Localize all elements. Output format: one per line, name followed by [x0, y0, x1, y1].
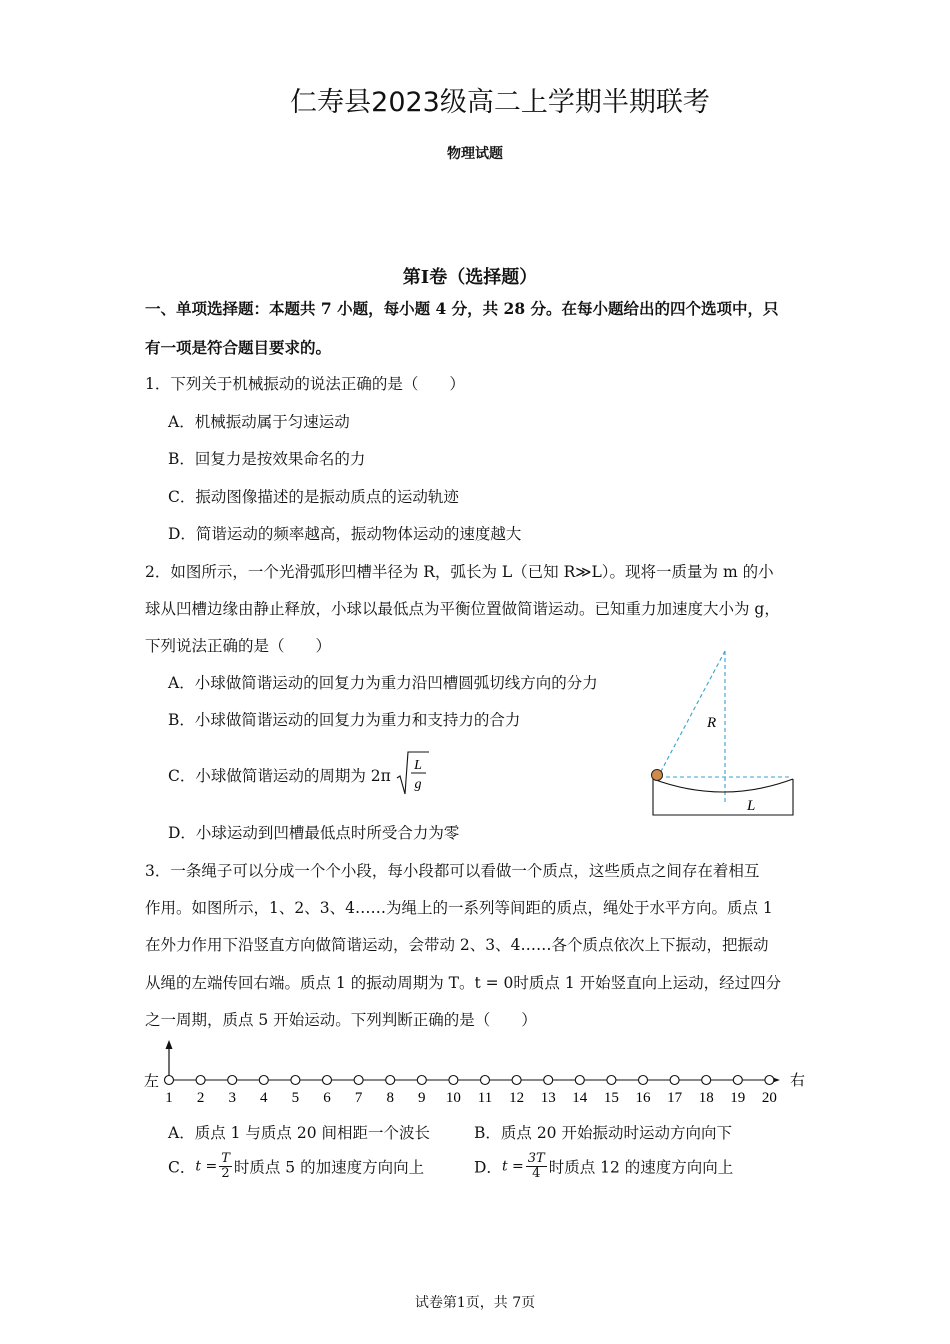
q3-option-c: [168, 1152, 424, 1181]
q3-option-d-t: t =: [501, 1158, 524, 1175]
rope-point-label: 17: [667, 1090, 683, 1106]
rope-point-label: 3: [228, 1090, 236, 1106]
rope-point: [670, 1076, 679, 1085]
rope-point-label: 4: [260, 1090, 268, 1106]
rope-point: [417, 1076, 426, 1085]
rope-point: [481, 1076, 490, 1085]
q3-stem-line4: 从绳的左端传回右端。质点 1 的振动周期为 T。t = 0时质点 1 开始竖直向上运动，经过四分: [145, 974, 782, 992]
rope-point: [765, 1076, 774, 1085]
q1-option-a: A．机械振动属于匀速运动: [168, 413, 350, 431]
q1-stem: 1．下列关于机械振动的说法正确的是（ ）: [145, 375, 465, 393]
section-instruction-line1: 一、单项选择题：本题共 7 小题，每小题 4 分，共 28 分。在每小题给出的四个选项中，只: [145, 299, 779, 318]
rope-point-label: 5: [291, 1090, 300, 1106]
rope-point-label: 13: [540, 1090, 556, 1106]
page-footer: 试卷第1页，共 7页: [414, 1295, 536, 1311]
rope-point: [733, 1076, 742, 1085]
rope-point: [165, 1076, 174, 1085]
q3-option-d-prefix: D．: [474, 1158, 502, 1177]
q3-option-d-suffix: 时质点 12 的速度方向向上: [548, 1158, 734, 1177]
rope-point-label: 16: [635, 1090, 651, 1106]
q2-option-b: B．小球做简谐运动的回复力为重力和支持力的合力: [168, 711, 521, 729]
q3-option-d-fraction: [526, 1152, 547, 1181]
rope-point: [607, 1076, 616, 1085]
rope-left-label: 左: [144, 1072, 160, 1090]
q2-option-c: [168, 750, 430, 800]
rope-point: [575, 1076, 584, 1085]
rope-point: [544, 1076, 553, 1085]
rope-point: [639, 1076, 648, 1085]
exam-subtitle: 物理试题: [447, 146, 503, 162]
figure-label-r: R: [707, 715, 717, 731]
rope-point-label: 11: [477, 1090, 493, 1106]
rope-point-label: 2: [196, 1090, 205, 1106]
rope-right-label: 右: [790, 1071, 806, 1089]
q3-option-b: B．质点 20 开始振动时运动方向向下: [474, 1124, 732, 1142]
section-title: 第Ⅰ卷（选择题）: [402, 267, 538, 288]
q3-stem-line3: 在外力作用下沿竖直方向做简谐运动，会带动 2、3、4……各个质点依次上下振动，把振动: [145, 936, 769, 954]
rope-point-label: 9: [418, 1090, 426, 1106]
rope-point: [512, 1076, 521, 1085]
q3-rope-figure: [140, 1038, 820, 1110]
upward-arrow-icon: [166, 1040, 173, 1049]
rope-point: [449, 1076, 458, 1085]
rope-point-label: 18: [698, 1090, 714, 1106]
q2-option-c-prefix: C．小球做简谐运动的周期为 2π: [168, 767, 391, 785]
q3-stem-line5: 之一周期，质点 5 开始运动。下列判断正确的是（ ）: [145, 1011, 537, 1029]
exam-title: 仁寿县2023级高二上学期半期联考: [290, 87, 710, 118]
q3-option-d-denominator: 4: [532, 1166, 541, 1181]
rope-point-label: 20: [761, 1090, 777, 1106]
rope-point-label: 8: [386, 1090, 394, 1106]
rope-point: [196, 1076, 205, 1085]
q3-option-d: [474, 1152, 733, 1181]
q1-option-b: B．回复力是按效果命名的力: [168, 450, 366, 468]
rope-point: [291, 1076, 300, 1085]
sqrt-l-over-g: [396, 750, 430, 800]
q2-option-c-denominator: g: [414, 777, 422, 792]
rope-point-label: 7: [354, 1090, 363, 1106]
rope-point-label: 19: [730, 1090, 746, 1106]
rope-point: [386, 1076, 395, 1085]
groove-arc: [653, 779, 793, 792]
section-instruction-line2: 有一项是符合题目要求的。: [145, 338, 332, 357]
rope-point: [323, 1076, 332, 1085]
q2-groove-figure: [645, 645, 805, 820]
q2-stem-line1: 2．如图所示，一个光滑弧形凹槽半径为 R，弧长为 L（已知 R≫L）。现将一质量为 m 的小: [145, 563, 774, 581]
q2-stem-line2: 球从凹槽边缘由静止释放，小球以最低点为平衡位置做简谐运动。已知重力加速度大小为 g，: [145, 600, 780, 618]
groove-block: [653, 779, 793, 815]
q3-stem-line2: 作用。如图所示，1、2、3、4……为绳上的一系列等间距的质点，绳处于水平方向。质点 1: [145, 899, 773, 917]
figure-label-l: L: [747, 798, 756, 814]
q3-stem-line1: 3．一条绳子可以分成一个个小段，每小段都可以看做一个质点，这些质点之间存在着相互: [145, 862, 760, 880]
q2-option-d: D．小球运动到凹槽最低点时所受合力为零: [168, 824, 460, 842]
rope-point-label: 1: [165, 1090, 173, 1106]
q2-option-a: A．小球做简谐运动的回复力为重力沿凹槽圆弧切线方向的分力: [168, 674, 598, 692]
q3-option-c-t: t =: [195, 1158, 218, 1175]
q3-option-c-suffix: 时质点 5 的加速度方向向上: [233, 1158, 425, 1177]
radius-dashed-line: [659, 651, 725, 775]
q3-option-d-numerator: 3T: [527, 1151, 545, 1166]
q3-option-c-numerator: T: [221, 1151, 230, 1166]
sqrt-sign-icon: [396, 750, 430, 796]
rope-point: [228, 1076, 237, 1085]
ball-icon: [652, 770, 663, 781]
q1-option-c: C．振动图像描述的是振动质点的运动轨迹: [168, 488, 459, 506]
rope-point-label: 12: [509, 1090, 525, 1106]
q3-option-c-denominator: 2: [221, 1166, 230, 1181]
q2-option-c-numerator: L: [413, 758, 422, 773]
rope-point: [702, 1076, 711, 1085]
rope-point-label: 14: [572, 1090, 588, 1106]
rope-point: [354, 1076, 363, 1085]
rope-point-label: 15: [603, 1090, 619, 1106]
q3-option-a: A．质点 1 与质点 20 间相距一个波长: [168, 1124, 430, 1142]
rope-point-label: 6: [323, 1090, 331, 1106]
rope-point-label: 10: [445, 1090, 461, 1106]
q3-option-c-fraction: [219, 1152, 232, 1181]
rope-point: [259, 1076, 268, 1085]
q1-option-d: D．简谐运动的频率越高，振动物体运动的速度越大: [168, 525, 522, 543]
q3-option-c-prefix: C．: [168, 1158, 196, 1177]
q2-stem-line3: 下列说法正确的是（ ）: [145, 637, 332, 655]
